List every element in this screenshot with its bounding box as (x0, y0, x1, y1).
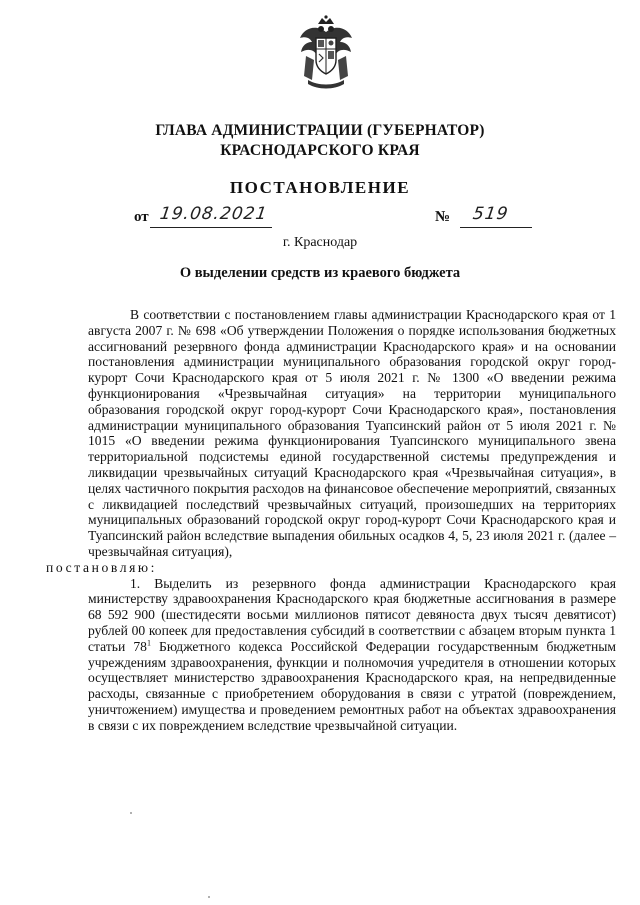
article-superscript: 1 (146, 638, 151, 648)
document-subject: О выделении средств из краевого бюджета (179, 265, 461, 281)
paragraph-preamble (46, 307, 616, 576)
document-body (46, 307, 616, 734)
item-1-text-b: Бюджетного кодекса Российской Федерации государственным бюджетным учреждениям здравоохранения, функции и полномочия учредителя в отношении которых осуществляет министерство здравоохранения Краснодарского края, на непредвиденные расходы, связанные с приобретением оборудования в связи с утратой (повреждением, уничтожением) имущества и проведением ремонтных работ на объектах здравоохранения в связи с их повреждением вследствие чрезвычайной ситуации. (88, 638, 616, 733)
paragraph-item-1 (88, 576, 616, 734)
handwritten-date: 19.08.2021 (158, 204, 269, 224)
handwritten-number: 519 (471, 204, 510, 224)
scan-speck (208, 896, 210, 898)
date-prefix: от (134, 209, 149, 225)
preamble-text: В соответствии с постановлением главы администрации Краснодарского края от 1 августа 2007 г. № 698 «Об утверждении Положения о порядке использования бюджетных ассигнований резервного фонда администрации Краснодарского края» и на основании постановления администрации муниципального образования городской округ город-курорт Сочи Краснодарского края от 5 июля 2021 г. № 1300 «О введении режима функционирования «Чрезвычайная ситуация» на территории муниципального образования городской округ город-курорт Сочи Краснодарского края», постановления администрации муниципального образования Туапсинский район от 5 июля 2021 г. № 1015 «О введении режима функционирования Туапсинского муниципального звена территориальной подсистемы единой государственной системы предупреждения и ликвидации чрезвычайных ситуаций Краснодарского края «Чрезвычайная ситуация», в целях частичного покрытия расходов на финансовое обеспечение мероприятий, связанных с ликвидацией последствий чрезвычайных ситуаций, произошедших на территориях муниципальных образований городской округ город-курорт Сочи Краснодарского края и Туапсинский район вследствие выпадения обильных осадков 4, 5, 23 июля 2021 г. (далее – чрезвычайная ситуация), (88, 307, 616, 559)
city-line: г. Краснодар (282, 235, 358, 250)
resolve-word: постановляю: (46, 559, 158, 575)
coat-of-arms-emblem (296, 14, 356, 90)
item-1-text-a: 1. Выделить из резервного фонда администрации Краснодарского края министерству здравоохранения Краснодарского края бюджетные ассигнования в размере 68 592 900 (шестидесяти восьми миллионов пятисот девяноста двух тысяч девятисот) рублей 00 копеек для предоставления субсидий в соответствии с абзацем вторым пункта 1 статьи 78 (88, 575, 616, 654)
authority-title-line1: ГЛАВА АДМИНИСТРАЦИИ (ГУБЕРНАТОР) (155, 122, 485, 139)
document-type-title: ПОСТАНОВЛЕНИЕ (229, 178, 411, 197)
scan-speck (130, 812, 132, 814)
authority-title-line2: КРАСНОДАРСКОГО КРАЯ (220, 142, 420, 159)
number-prefix: № (435, 209, 451, 225)
